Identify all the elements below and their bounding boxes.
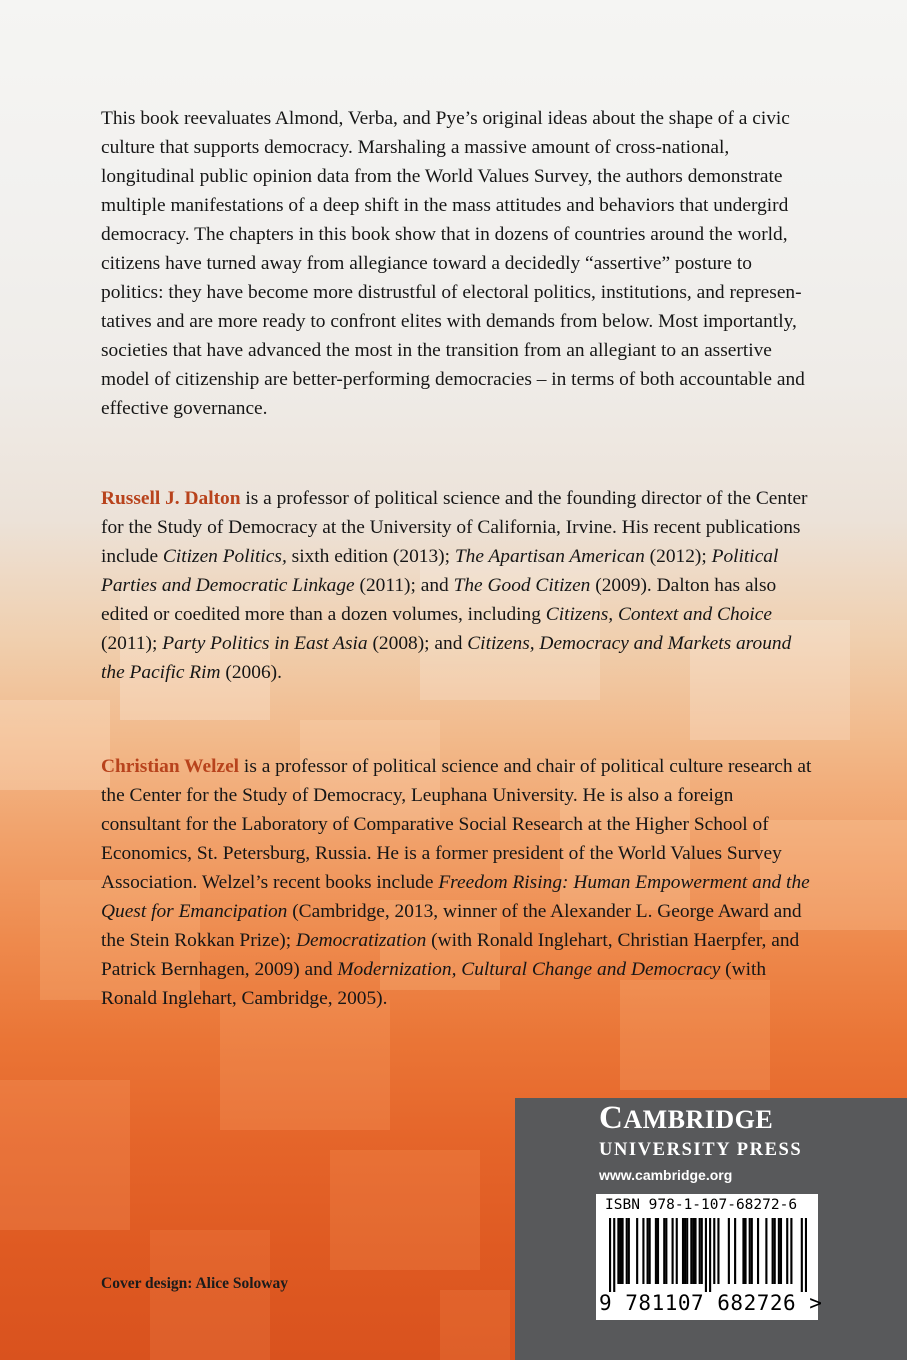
bio-text: (with Ronald Inglehart, Cambridge, 2005). — [101, 959, 767, 1009]
barcode-bar — [705, 1218, 707, 1292]
barcode-bar — [742, 1218, 744, 1284]
bio-text: (with Ronald Inglehart, Christian Haerpfer, and Patrick Bernhagen, 2009) and — [101, 930, 800, 980]
book-title: Democratization — [295, 930, 427, 951]
barcode-bar — [692, 1218, 694, 1284]
barcode-bar — [751, 1218, 753, 1284]
bg-tile — [0, 1080, 130, 1230]
barcode-bar — [663, 1218, 665, 1284]
barcode-bar — [619, 1218, 621, 1284]
barcode-bar — [617, 1218, 619, 1284]
bg-tile — [0, 700, 110, 790]
bg-tile — [150, 1230, 270, 1360]
barcode-bar — [765, 1218, 767, 1284]
barcode-bar — [655, 1218, 657, 1284]
barcode-bar — [734, 1218, 736, 1284]
bg-tile — [220, 1000, 390, 1130]
author-bio-welzel — [101, 752, 813, 1013]
author-bio-dalton — [101, 484, 813, 687]
bio-text: (Cambridge, 2013, winner of the Alexander L. George Award and the Stein Rokkan Prize); — [101, 901, 802, 951]
publisher-website: www.cambridge.org — [599, 1167, 733, 1183]
barcode-bar — [672, 1218, 674, 1284]
author-name-dalton: Russell J. Dalton — [101, 488, 241, 509]
book-title: Modernization, Cultural Change and Democracy — [337, 959, 721, 980]
bio-text: (2008); and — [367, 633, 468, 654]
barcode-bar — [774, 1218, 776, 1284]
bg-tile — [330, 1150, 480, 1270]
book-title: The Good Citizen — [453, 575, 591, 596]
publisher-box — [515, 1098, 907, 1360]
barcode-bar — [665, 1218, 667, 1284]
barcode-bar — [713, 1218, 715, 1284]
barcode-number: 9 781107 682726 > — [599, 1291, 823, 1315]
barcode-bar — [647, 1218, 649, 1284]
barcode-bar — [744, 1218, 746, 1284]
barcode-bar — [682, 1218, 684, 1284]
bio-text: (2011); — [101, 633, 163, 654]
book-title: Citizen Politics, — [162, 546, 287, 567]
book-title: Citizens, Context and Choice — [545, 604, 772, 625]
barcode-bar — [749, 1218, 751, 1284]
barcode — [596, 1194, 823, 1320]
book-title: Citizens, Democracy and Markets around the Pacific Rim — [101, 633, 792, 683]
barcode-bar — [780, 1218, 782, 1284]
bio-text: sixth edition (2013); — [286, 546, 455, 567]
barcode-bar — [609, 1218, 611, 1292]
bio-text: is a professor of political science and chair of political culture research at the Center for the Study of Democracy, Leuphana University. He is also a foreign consultant for the Laboratory of Comparative Social Research at the Higher School of Economics, St. Petersburg, Russia. He is a former president of the World Values Survey Association. Welzel’s recent books include — [101, 756, 812, 893]
barcode-bar — [676, 1218, 678, 1284]
book-title: Party Politics in East Asia — [162, 633, 368, 654]
publisher-name: CAMBRIDGE — [599, 1100, 774, 1136]
barcode-bar — [757, 1218, 759, 1284]
barcode-bar — [801, 1218, 803, 1292]
barcode-bar — [699, 1218, 701, 1284]
bio-text: (2009). Dalton has also edited or coedited more than a dozen volumes, including — [101, 575, 777, 625]
barcode-bar — [628, 1218, 630, 1284]
barcode-bar — [772, 1218, 774, 1284]
barcode-bar — [694, 1218, 696, 1284]
bio-text: (2011); and — [354, 575, 454, 596]
barcode-bar — [717, 1218, 719, 1284]
barcode-bar — [728, 1218, 730, 1284]
book-title: Political Parties and Democratic Linkage — [101, 546, 779, 596]
barcode-bar — [684, 1218, 686, 1284]
publisher-subtitle: UNIVERSITY PRESS — [599, 1140, 803, 1160]
barcode-bar — [790, 1218, 792, 1284]
book-title: The Apartisan American — [454, 546, 645, 567]
barcode-bar — [778, 1218, 780, 1284]
barcode-bar — [649, 1218, 651, 1284]
barcode-bars — [609, 1218, 807, 1292]
barcode-bar — [657, 1218, 659, 1284]
barcode-bar — [613, 1218, 615, 1292]
cover-design-credit: Cover design: Alice Soloway — [101, 1275, 288, 1292]
barcode-bar — [642, 1218, 644, 1284]
isbn-label: ISBN 978-1-107-68272-6 — [605, 1197, 798, 1213]
barcode-bar — [622, 1218, 624, 1284]
bio-text: is a professor of political science and the founding director of the Center for the Study of Democracy at the University of California, Irvine. His recent publications include — [101, 488, 808, 567]
barcode-bar — [636, 1218, 638, 1284]
barcode-bar — [786, 1218, 788, 1284]
bio-text: (2006). — [220, 662, 282, 683]
bio-text: (2012); — [644, 546, 712, 567]
barcode-bar — [701, 1218, 703, 1284]
bg-tile — [440, 1290, 510, 1360]
barcode-bar — [686, 1218, 688, 1284]
barcode-bar — [626, 1218, 628, 1284]
author-name-welzel: Christian Welzel — [101, 756, 240, 777]
barcode-bar — [690, 1218, 692, 1284]
book-title: Freedom Rising: Human Empowerment and the Quest for Emancipation — [101, 872, 810, 922]
book-description — [101, 104, 813, 423]
description-text: This book reevaluates Almond, Verba, and Pye’s original ideas about the shape of a civic culture that supports democracy. Marshaling a massive amount of cross-national, longitudinal public opinion data from the World Values Survey, the authors demonstrate multiple manifestations of a deep shift in the mass attitudes and behaviors that undergird democracy. The chapters in this book show that in dozens of countries around the world, citizens have turned away from allegiance toward a decidedly “assertive” posture to politics: they have become more distrustful of electoral politics, institutions, and represen-tatives and are more ready to confront elites with demands from below. Most importantly, societies that have advanced the most in the transition from an allegiant to an assertive model of citizenship are better-performing democracies – in terms of both accountable and effective governance. — [101, 108, 805, 419]
barcode-bar — [805, 1218, 807, 1292]
barcode-bar — [709, 1218, 711, 1292]
